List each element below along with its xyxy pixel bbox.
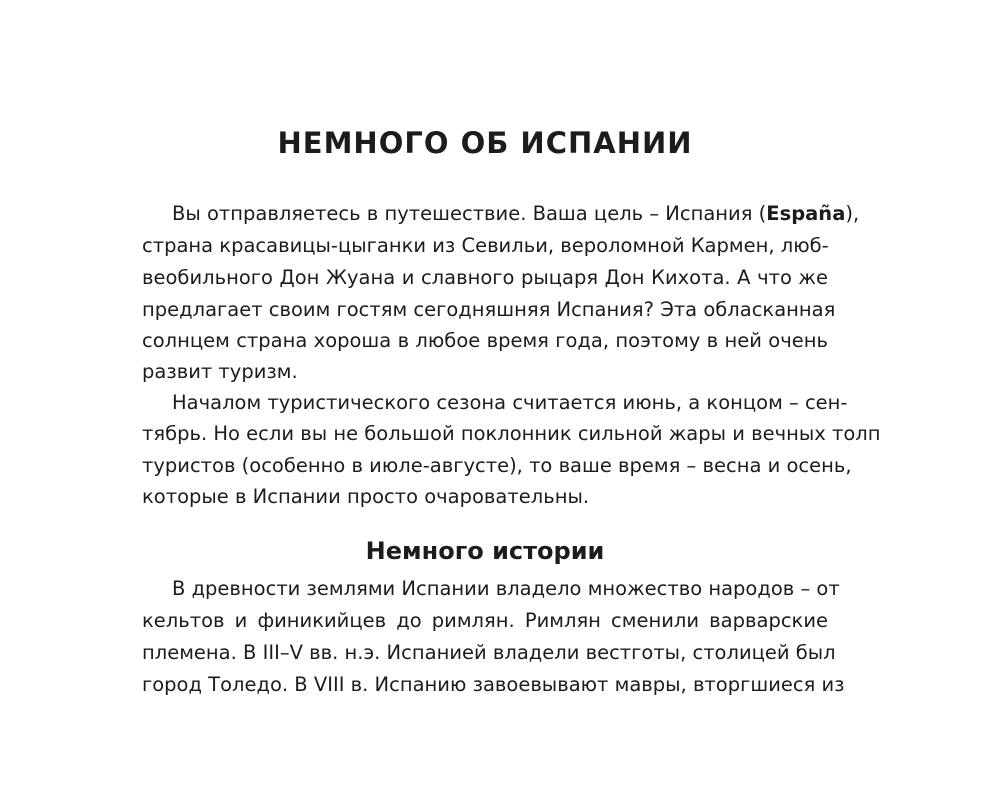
paragraph-line: кельтов и финикийцев до римлян. Римлян сменили варварские xyxy=(142,609,828,632)
paragraph-line: тябрь. Но если вы не большой поклонник сильной жары и вечных толп xyxy=(142,422,881,445)
page-title: НЕМНОГО ОБ ИСПАНИИ xyxy=(277,126,693,160)
paragraph-line: город Толедо. В VIII в. Испанию завоевывают мавры, вторгшиеся из xyxy=(142,673,845,696)
text-segment: Вы отправляетесь в путешествие. Ваша цель – Испания ( xyxy=(172,202,767,225)
paragraph-line: туристов (особенно в июле-августе), то ваше время – весна и осень, xyxy=(142,454,852,477)
paragraph-line: предлагает своим гостям сегодняшняя Испания? Эта обласканная xyxy=(142,298,836,321)
paragraph-line: В древности землями Испании владело множество народов – от xyxy=(172,577,840,600)
paragraph-line: развит туризм. xyxy=(142,360,298,383)
paragraph-line: племена. В III–V вв. н.э. Испанией владели вестготы, столицей был xyxy=(142,641,836,664)
paragraph-line: веобильного Дон Жуана и славного рыцаря Дон Кихота. А что же xyxy=(142,266,828,289)
paragraph-line: которые в Испании просто очаровательны. xyxy=(142,485,590,508)
bold-term: España xyxy=(766,202,846,225)
paragraph-line: страна красавицы-цыганки из Севильи, вероломной Кармен, люб- xyxy=(142,234,829,257)
paragraph-line xyxy=(172,198,860,230)
paragraph-line: Началом туристического сезона считается июнь, а концом – сен- xyxy=(172,391,848,414)
paragraph-line: солнцем страна хороша в любое время года, поэтому в ней очень xyxy=(142,329,828,352)
text-segment: ), xyxy=(845,202,860,225)
section-heading: Немного истории xyxy=(365,537,605,565)
